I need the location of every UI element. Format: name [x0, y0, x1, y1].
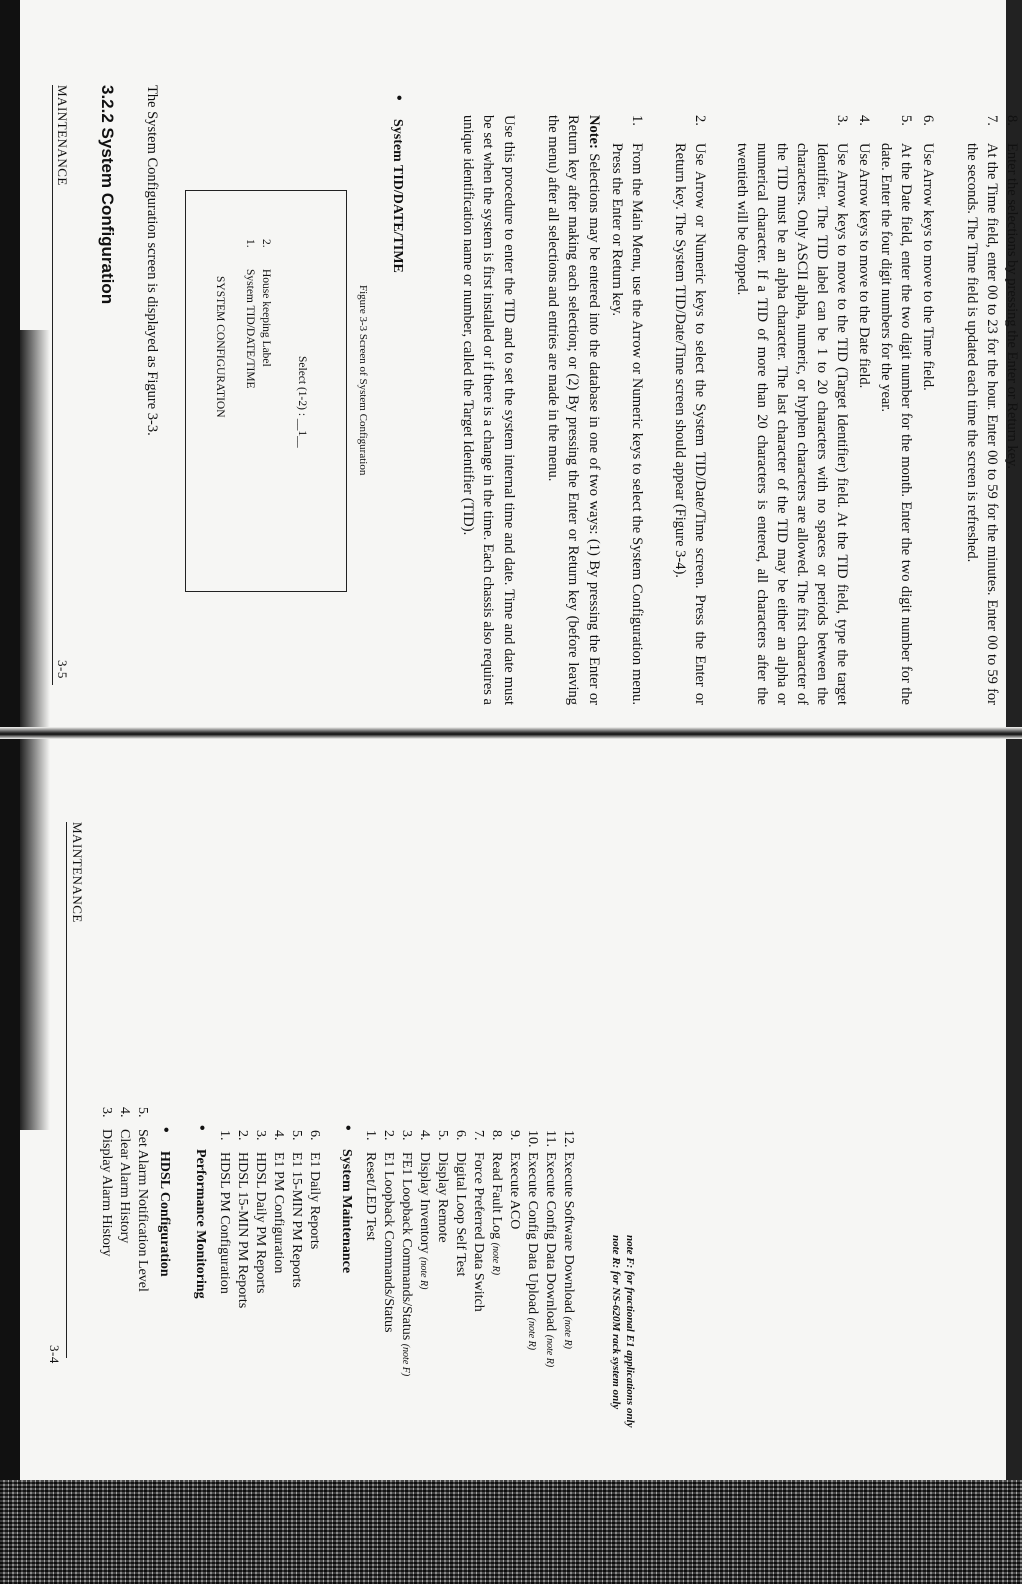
- list-item: 10.Execute Config Data Upload (note R): [525, 1130, 540, 1351]
- list-item: 9.Execute ACO: [507, 1130, 522, 1230]
- step-item: 7. At the Time field, enter 00 to 23 for the hour. Enter 00 to 59 for the minutes. Enter 00 to 59 for the seconds. The Time field is updated each time the screen is refreshed.: [964, 115, 1000, 705]
- running-head: MAINTENANCE: [70, 822, 85, 923]
- list-item: 5.Display Remote: [435, 1130, 450, 1243]
- list-item: 1.HDSL PM Configuration: [217, 1130, 232, 1294]
- list-item: 1.Reset/LED Test: [363, 1130, 378, 1241]
- list-item: 12.Execute Software Download (note R): [561, 1130, 576, 1349]
- page-number: 3-5: [55, 660, 70, 679]
- list-item: 7.Force Preferred Data Switch: [471, 1130, 486, 1312]
- step-item: 3. Use Arrow keys to move to the TID (Target Identifier) field. At the TID field, type the target Identifier. The TID label can be 1 to 20 characters with no spaces or periods between the characters. Only ASCII alpha, numeric, or hyphen characters are allowed. The first character of the TID must be an alpha character. The last character of the TID may be either an alpha or numerical character. If a TID of more than 20 characters is entered, all characters after the twentieth will be dropped.: [734, 115, 850, 705]
- bullet-system-tid-date-time: •System TID/DATE/TIME: [390, 95, 407, 273]
- section-heading: 3.2.2 System Configuration: [98, 85, 117, 305]
- figure-option: 2.House keeping Label: [260, 239, 272, 367]
- note-paragraph: Note: Selections may be entered into the database in one of two ways: (1) By pressing the Enter or Return key after making each selection; or (2) By pressing the Enter or Return key (before leaving the menu) after all selections and entries are made in the menu.: [545, 115, 602, 705]
- list-item: 4.Clear Alarm History: [117, 1107, 132, 1244]
- step-item: 6. Use Arrow keys to move to the Time field.: [920, 115, 936, 391]
- header-rule: [52, 85, 53, 685]
- list-item: 4.Display Inventory (note R): [417, 1130, 432, 1290]
- step-item: 1. From the Main Menu, use the Arrow or Numeric keys to select the System Configuration menu. Press the Enter or Return key.: [609, 115, 645, 705]
- list-item: 3.FE1 Loopback Commands/Status (note F): [399, 1130, 414, 1377]
- figure-prompt: Select (1-2) : __1__: [296, 356, 308, 448]
- figure-3-3-box: [185, 190, 347, 592]
- list-item: 11.Execute Config Data Download (note R): [543, 1130, 558, 1368]
- list-item: 3.Display Alarm History: [99, 1107, 114, 1257]
- list-item: 4.E1 PM Configuration: [271, 1130, 286, 1274]
- footnote-r: note R: for NS-620M rack system only: [610, 1235, 622, 1410]
- step-item: 8. Enter the selections by pressing the Enter or Return key.: [1004, 115, 1020, 470]
- page-number: 3-4: [47, 1345, 62, 1364]
- step-item: 4. Use Arrow keys to move to the Date field.: [856, 115, 872, 389]
- list-item: 5.E1 15-MIN PM Reports: [289, 1130, 304, 1288]
- list-item: 2.HDSL 15-MIN PM Reports: [235, 1130, 250, 1309]
- step-item: 2. Use Arrow or Numeric keys to select the System TID/Date/Time screen. Press the Enter or Return key. The System TID/Date/Time screen should appear (Figure 3-4).: [672, 115, 708, 705]
- list-item: 2.E1 Loopback Commands/Status: [381, 1130, 396, 1333]
- intro-paragraph: The System Configuration screen is displayed as Figure 3-3.: [144, 85, 160, 436]
- running-head: MAINTENANCE: [55, 85, 70, 186]
- page-3-5: [0, 0, 1022, 760]
- figure-caption: Figure 3-3 Screen of System Configuration: [357, 285, 369, 476]
- bullet-performance-monitoring: •Performance Monitoring: [193, 1125, 210, 1299]
- figure-option: 1.System TID/DATE/TIME: [244, 239, 256, 389]
- bullet-hdsl-configuration: •HDSL Configuration: [157, 1127, 174, 1277]
- footnote-f: note F: for fractional E1 applications only: [624, 1235, 636, 1428]
- list-item: 5.Set Alarm Notification Level: [135, 1107, 150, 1292]
- body-paragraph: Use this procedure to enter the TID and to set the system internal time and date. Time and date must be set when the system is first installed or if there is a change in the time. Each chassis also requires a unique identification name or number, called the Target Identifier (TID).: [460, 115, 517, 705]
- list-item: 3.HDSL Daily PM Reports: [253, 1130, 268, 1294]
- step-item: 5. At the Date field, enter the two digit number for the month. Enter the two digit number for the date. Enter the four digit numbers for the year.: [878, 115, 914, 705]
- figure-title: SYSTEM CONFIGURATION: [214, 276, 226, 418]
- list-item: 8.Read Fault Log (note R): [489, 1130, 504, 1276]
- header-rule: [66, 822, 67, 1358]
- bullet-system-maintenance: •System Maintenance: [339, 1125, 356, 1274]
- list-item: 6.E1 Daily Reports: [307, 1130, 322, 1250]
- list-item: 6.Digital Loop Self Test: [453, 1130, 468, 1277]
